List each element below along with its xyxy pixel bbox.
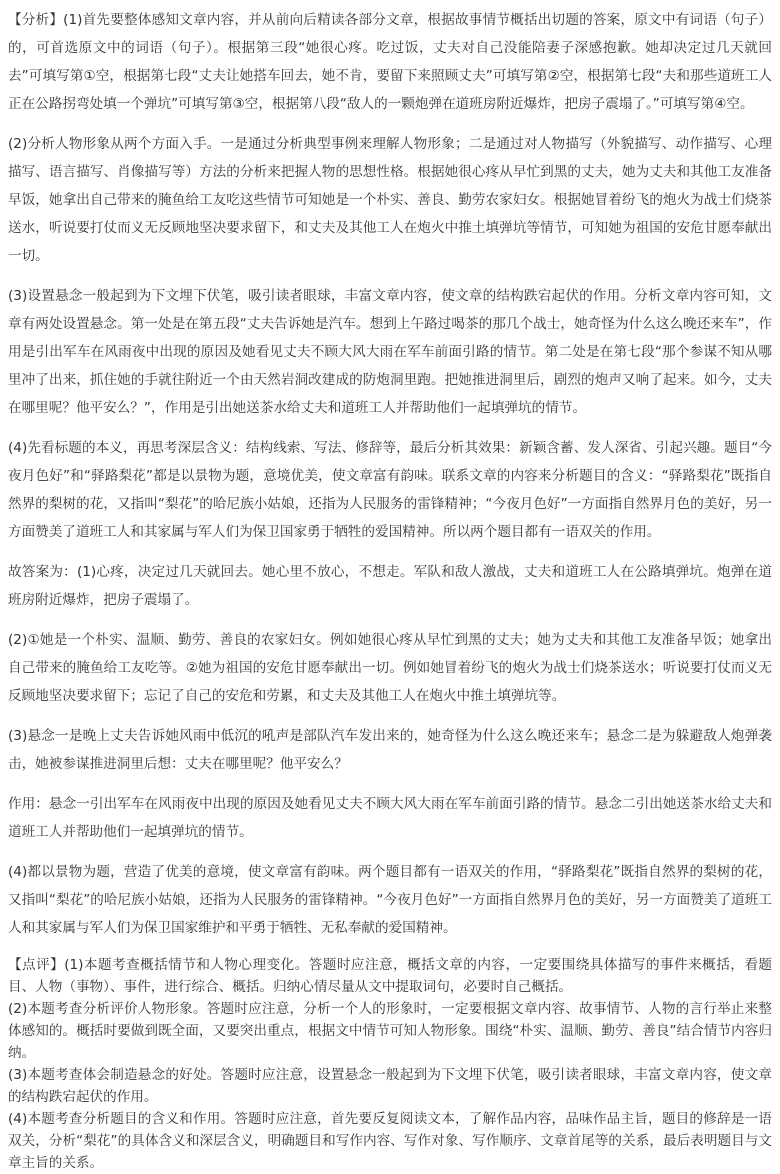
answer-part-1: 故答案为：(1)心疼，决定过几天就回去。她心里不放心，不想走。军队和敌人激战，丈夫和道班工人在公路填弹坑。炮弹在道班房附近爆炸，把房子震塌了。	[8, 564, 772, 608]
comment-part-1: 【点评】(1)本题考查概括情节和人物心理变化。答题时应注意，概括文章的内容，一定要围绕具体描写的事件来概括，看题目、人物（事物）、事件，进行综合、概括。归纳心情尽量从文中提取词句，必要时自己概括。	[8, 957, 772, 995]
answer-part-3: (3)悬念一是晚上丈夫告诉她风雨中低沉的吼声是部队汽车发出来的，她奇怪为什么这么晚还来车；悬念二是为躲避敌人炮弹袭击，她被参谋推进洞里后想：丈夫在哪里呢？他平安么？	[8, 728, 772, 772]
analysis-part-3: (3)设置悬念一般起到为下文埋下伏笔，吸引读者眼球，丰富文章内容，使文章的结构跌宕起伏的作用。分析文章内容可知，文章有两处设置悬念。第一处是在第五段“丈夫告诉她是汽车。想到上午路过喝茶的那几个战士，她奇怪为什么这么晚还来车”，作用是引出军车在风雨夜中出现的原因及她看见丈夫不顾大风大雨在军车前面引路的情节。第二处是在第七段“那个参谋不知从哪里冲了出来，抓住她的手就往附近一个由天然岩洞改建成的防炮洞里跑。把她推进洞里后，剧烈的炮声又响了起来。如今，丈夫在哪里呢？他平安么？”，作用是引出她送茶水给丈夫和道班工人并帮助他们一起填弹坑的情节。	[8, 288, 772, 416]
analysis-part-1: 【分析】(1)首先要整体感知文章内容，并从前向后精读各部分文章，根据故事情节概括出切题的答案，原文中有词语（句子）的，可首选原文中的词语（句子）。根据第三段“她很心疼。吃过饭，丈夫对自己没能陪妻子深感抱歉。她却决定过几天就回去”可填写第①空，根据第七段“丈夫让她搭车回去，她不肯，要留下来照顾丈夫”可填写第②空，根据第七段“夫和那些道班工人正在公路拐弯处填一个弹坑”可填写第③空，根据第八段“敌人的一颗炮弹在道班房附近爆炸，把房子震塌了。”可填写第④空。	[8, 12, 772, 112]
analysis-part-4: (4)先看标题的本义，再思考深层含义：结构线索、写法、修辞等，最后分析其效果：新颖含蓄、发人深省、引起兴趣。题目“今夜月色好”和“驿路梨花”都是以景物为题，意境优美，使文章富有韵味。联系文章的内容来分析题目的含义：“驿路梨花”既指自然界的梨树的花，又指叫“梨花”的哈尼族小姑娘，还指为人民服务的雷锋精神；“今夜月色好”一方面指自然界月色的美好，另一方面赞美了道班工人和其家属与军人们为保卫国家勇于牺牲的爱国精神。所以两个题目都有一语双关的作用。	[8, 440, 772, 540]
analysis-part-2: (2)分析人物形象从两个方面入手。一是通过分析典型事例来理解人物形象；二是通过对人物描写（外貌描写、动作描写、心理描写、语言描写、肖像描写等）方法的分析来把握人物的思想性格。根据她很心疼从早忙到黑的丈夫，她为丈夫和其他工友准备早饭，她拿出自己带来的腌鱼给工友吃这些情节可知她是一个朴实、善良、勤劳农家妇女。根据她冒着纷飞的炮火为战士们烧茶送水，听说要打仗而义无反顾地坚决要求留下，和丈夫及其他工人在炮火中推土填弹坑等情节，可知她为祖国的安危甘愿奉献出一切。	[8, 136, 772, 264]
comment-part-2: (2)本题考查分析评价人物形象。答题时应注意，分析一个人的形象时，一定要根据文章内容、故事情节、人物的言行举止来整体感知的。概括时要做到既全面，又要突出重点，根据文中情节可知人物形象。围绕“朴实、温顺、勤劳、善良”结合情节内容归纳。	[8, 1001, 772, 1061]
comment-part-4: (4)本题考查分析题目的含义和作用。答题时应注意，首先要反复阅读文本，了解作品内容，品味作品主旨，题目的修辞是一语双关，分析“梨花”的具体含义和深层含义，明确题目和写作内容、写作对象、写作顺序、文章首尾等的关系，最后表明题目与文章主旨的关系。	[8, 1111, 772, 1171]
comment-part-3: (3)本题考查体会制造悬念的好处。答题时应注意，设置悬念一般起到为下文埋下伏笔，吸引读者眼球，丰富文章内容，使文章的结构跌宕起伏的作用。	[8, 1067, 772, 1105]
answer-part-2: (2)①她是一个朴实、温顺、勤劳、善良的农家妇女。例如她很心疼从早忙到黑的丈夫；她为丈夫和其他工友准备早饭；她拿出自己带来的腌鱼给工友吃等。②她为祖国的安危甘愿奉献出一切。例如她冒着纷飞的炮火为战士们烧茶送水；听说要打仗而义无反顾地坚决要求留下；忘记了自己的安危和劳累，和丈夫及其他工人在炮火中推土填弹坑等。	[8, 632, 772, 704]
answer-part-4: (4)都以景物为题，营造了优美的意境，使文章富有韵味。两个题目都有一语双关的作用，“驿路梨花”既指自然界的梨树的花，又指叫“梨花”的哈尼族小姑娘，还指为人民服务的雷锋精神。“今夜月色好”一方面指自然界月色的美好，另一方面赞美了道班工人和其家属与军人们为保卫国家维护和平勇于牺牲、无私奉献的爱国精神。	[8, 864, 772, 936]
answer-part-3-effect: 作用：悬念一引出军车在风雨夜中出现的原因及她看见丈夫不顾大风大雨在军车前面引路的情节。悬念二引出她送茶水给丈夫和道班工人并帮助他们一起填弹坑的情节。	[8, 796, 772, 840]
